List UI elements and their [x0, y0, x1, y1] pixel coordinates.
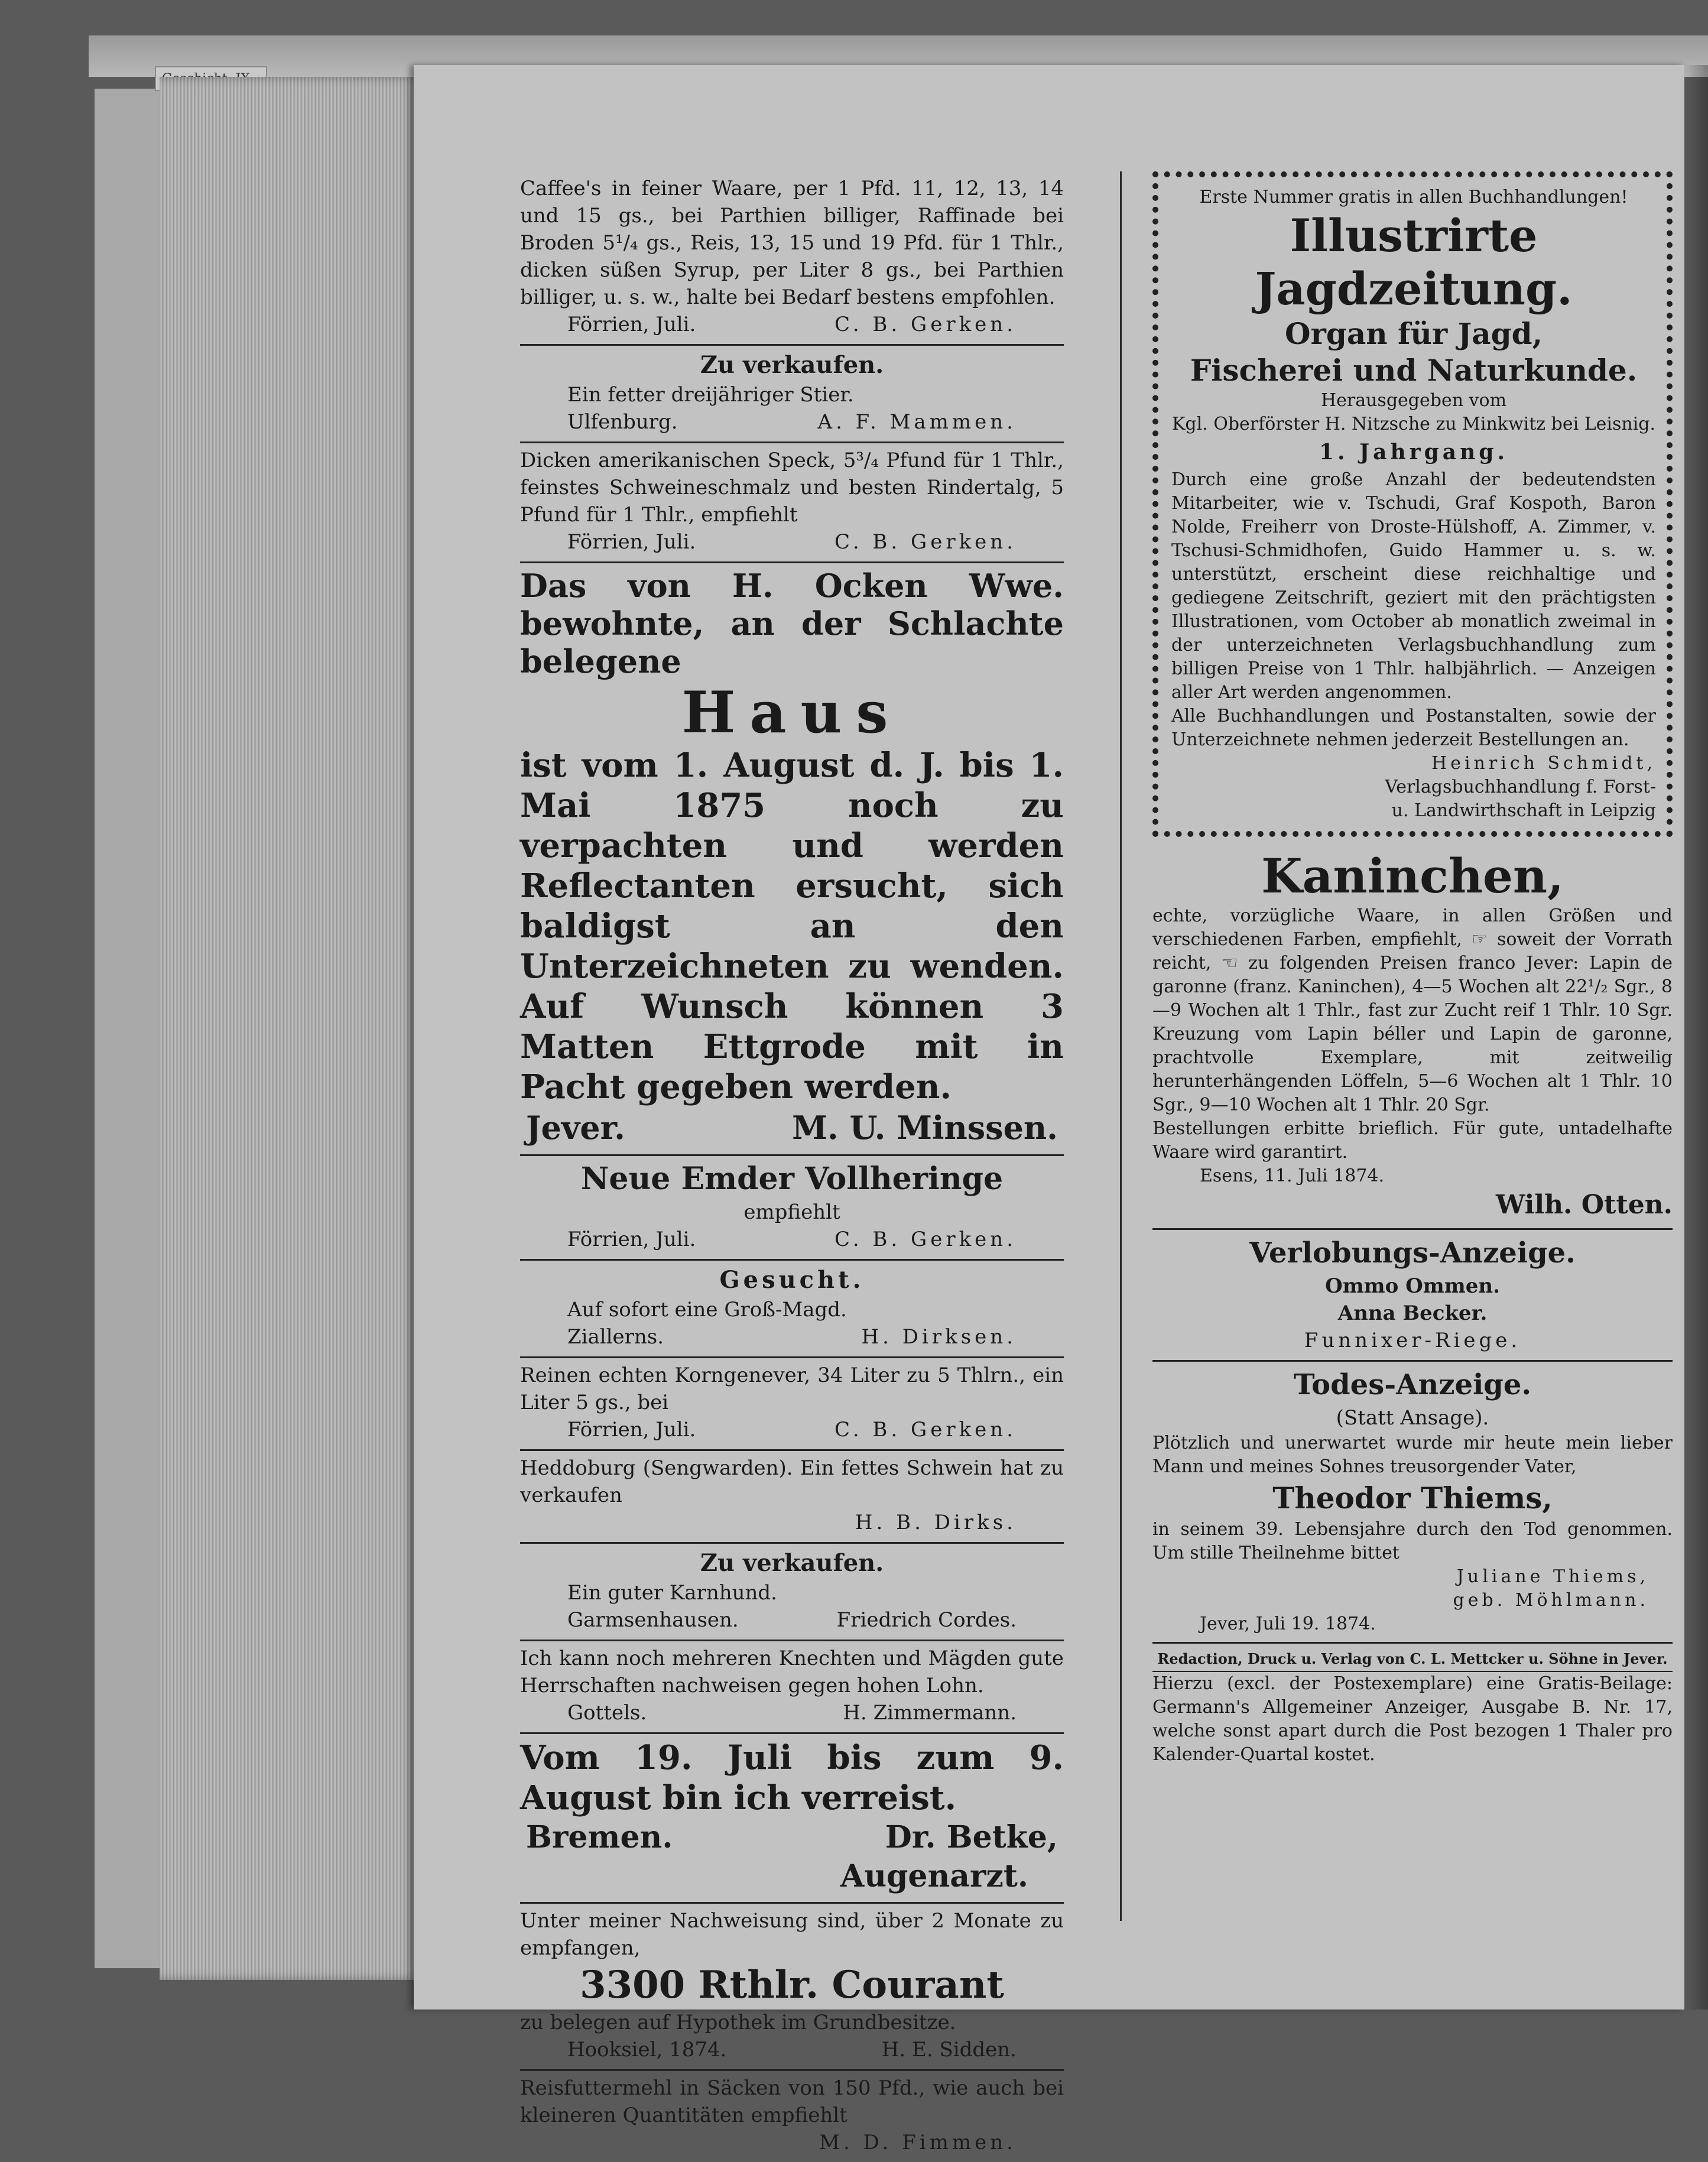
ad-title: Illustrirte Jagdzeitung.	[1255, 209, 1573, 315]
ad-text: Reisfuttermehl in Säcken von 150 Pfd., wie auch bei kleineren Quantitäten empfiehlt	[520, 2076, 1064, 2127]
ad-editor: Kgl. Oberförster H. Nitzsche zu Minkwitz bei Leisnig.	[1171, 414, 1656, 434]
ad-name: Anna Becker.	[1337, 1301, 1488, 1325]
ad-place: Gottels.	[567, 1701, 647, 1725]
ad-knechte	[520, 1641, 1064, 1734]
ad-body: Alle Buchhandlungen und Postanstalten, sowie der Unterzeichnete nehmen jederzeit Bestellungen an.	[1171, 706, 1656, 750]
column-divider	[1120, 171, 1122, 1921]
ad-subtitle: Organ für Jagd,	[1284, 316, 1543, 351]
ad-heading: Verlobungs-Anzeige.	[1249, 1236, 1576, 1270]
ad-text: Das von H. Ocken Wwe. bewohnte, an der Schlachte belegene	[520, 567, 1064, 680]
ad-signature: Dr. Betke,	[885, 1819, 1058, 1855]
ad-subtitle: Fischerei und Naturkunde.	[1190, 353, 1638, 388]
ad-heading: Gesucht.	[719, 1266, 865, 1294]
ad-text: Unter meiner Nachweisung sind, über 2 Monate zu empfangen,	[520, 1909, 1064, 1960]
ad-headline-haus: Haus	[681, 679, 902, 746]
left-column	[520, 171, 1064, 2162]
ad-deceased-name: Theodor Thiems,	[1272, 1481, 1553, 1515]
ad-schwein	[520, 1451, 1064, 1544]
ad-gesucht	[520, 1261, 1064, 1358]
ad-subheading: (Statt Ansage).	[1336, 1406, 1489, 1430]
ad-signature: C. B. Gerken.	[834, 1228, 1017, 1251]
ad-place: Ziallerns.	[567, 1325, 664, 1349]
ad-heading: Todes-Anzeige.	[1293, 1368, 1532, 1401]
ad-jagdzeitung	[1152, 171, 1673, 837]
ad-text: Ein guter Karnhund.	[567, 1581, 777, 1605]
imprint	[1152, 1644, 1673, 1773]
book-spine	[95, 89, 165, 1968]
ad-place: Garmsenhausen.	[567, 1608, 739, 1632]
ad-signature: H. Dirksen.	[861, 1325, 1017, 1349]
ad-place: Bremen.	[526, 1819, 673, 1855]
ad-signature: M. D. Fimmen.	[819, 2131, 1017, 2154]
ad-signature: Verlagsbuchhandlung f. Forst-	[1385, 777, 1656, 797]
ad-text: ist vom 1. August d. J. bis 1. Mai 1875 noch zu verpachten und werden Reflectanten ersucht, sich baldigst an den Unterzeichneten zu wenden. Auf Wunsch können 3 Matten Ettgrode mit in Pacht gegeben werden.	[520, 746, 1064, 1106]
ad-signature: Juliane Thiems,	[1456, 1566, 1649, 1587]
ad-korn	[520, 1358, 1064, 1451]
ad-place: Jever.	[526, 1109, 625, 1147]
newspaper-page	[414, 65, 1684, 2154]
ad-year: 1. Jahrgang.	[1319, 440, 1508, 465]
ad-todes	[1152, 1362, 1673, 1644]
ad-signature: C. B. Gerken.	[834, 313, 1017, 336]
ad-signature: M. U. Minssen.	[792, 1109, 1058, 1147]
ad-verkaufen-hund	[520, 1544, 1064, 1641]
ad-heading: Zu verkaufen.	[700, 1549, 884, 1577]
ad-title: Augenarzt.	[840, 1858, 1028, 1894]
ad-heading: Neue Emder Vollheringe	[580, 1161, 1004, 1197]
ad-editor: Herausgegeben vom	[1320, 390, 1507, 411]
ad-verlobung	[1152, 1230, 1673, 1362]
ad-signature: geb. Möhlmann.	[1453, 1590, 1649, 1611]
ad-date: Jever, Juli 19. 1874.	[1200, 1614, 1376, 1634]
right-column	[1152, 171, 1673, 1773]
ad-text: Heddoburg (Sengwarden). Ein fettes Schwein hat zu verkaufen	[520, 1456, 1064, 1507]
ad-heading: Kaninchen,	[1261, 848, 1564, 904]
ad-place: Funnixer-Riege.	[1304, 1329, 1521, 1352]
ad-place: Förrien, Juli.	[567, 1228, 696, 1251]
ad-text: Reinen echten Korngenever, 34 Liter zu 5 Thlrn., ein Liter 5 gs., bei	[520, 1364, 1064, 1414]
page-stack	[160, 77, 420, 1980]
ad-text: Caffee's in feiner Waare, per 1 Pfd. 11, 12, 13, 14 und 15 gs., bei Parthien billiger, Raffinade bei Broden 5¹/₄ gs., Reis, 13, 15 und 19 Pfd. für 1 Thlr., dicken süßen Syrup, per Liter 8 gs., bei Parthien billiger, u. s. w., halte bei Bedarf bestens empfohlen.	[520, 177, 1064, 309]
imprint-text: Hierzu (excl. der Postexemplare) eine Gratis-Beilage: Germann's Allgemeiner Anzeiger, Ausgabe B. Nr. 17, welche sonst apart durch die Post bezogen 1 Thaler pro Kalender-Quartal kostet.	[1152, 1673, 1673, 1765]
ad-signature: Friedrich Cordes.	[836, 1608, 1017, 1632]
ad-place: Förrien, Juli.	[567, 313, 696, 336]
ad-text: Bestellungen erbitte brieflich. Für gute, untadelhafte Waare wird garantirt.	[1152, 1118, 1673, 1163]
ad-kaninchen	[1152, 844, 1673, 1230]
ad-signature: A. F. Mammen.	[817, 410, 1017, 434]
ad-haus	[520, 563, 1064, 1156]
ad-heringe	[520, 1156, 1064, 1261]
ad-place: Ulfenburg.	[567, 410, 678, 434]
ad-signature: Wilh. Otten.	[1496, 1190, 1673, 1220]
ad-text: zu belegen auf Hypothek im Grundbesitze.	[520, 2011, 956, 2034]
ad-notice: Erste Nummer gratis in allen Buchhandlungen!	[1199, 187, 1628, 207]
ad-heading: Zu verkaufen.	[700, 351, 884, 379]
ad-text: Dicken amerikanischen Speck, 5³/₄ Pfund für 1 Thlr., feinstes Schweineschmalz und besten Rindertalg, 5 Pfund für 1 Thlr., empfiehlt	[520, 449, 1064, 527]
ad-body: Durch eine große Anzahl der bedeutendsten Mitarbeiter, wie v. Tschudi, Graf Kospoth, Baron Nolde, Freiherr von Droste-Hülshoff, A. Zimmer, v. Tschusi-Schmidhofen, Guido Hammer u. s. w. unterstützt, erscheint diese reichhaltige und gediegene Zeitschrift, geziert mit den prächtigsten Illustrationen, vom October ab monatlich zweimal in der unterzeichneten Verlagsbuchhandlung zum billigen Preise von 1 Thlr. halbjährlich. — Anzeigen aller Art werden angenommen.	[1171, 469, 1656, 703]
ad-speck	[520, 443, 1064, 563]
ad-signature: H. Zimmermann.	[843, 1701, 1017, 1725]
ad-signature: Heinrich Schmidt,	[1431, 753, 1656, 774]
ad-text: Ein fetter dreijähriger Stier.	[567, 383, 854, 407]
ad-place: Förrien, Juli.	[567, 1418, 696, 1442]
ad-text: echte, vorzügliche Waare, in allen Größen und verschiedenen Farben, empfiehlt, ☞ soweit der Vorrath reicht, ☜ zu folgenden Preisen franco Jever: Lapin de garonne (franz. Kaninchen), 4—5 Wochen alt 22¹/₂ Sgr., 8—9 Wochen alt 1 Thlr., fast zur Zucht reif 1 Thlr. 10 Sgr. Kreuzung vom Lapin béller und Lapin de garonne, prachtvolle Exemplare, mit zeitweilig herunterhängenden Löffeln, 5—6 Wochen alt 1 Thlr. 10 Sgr., 9—10 Wochen alt 1 Thlr. 20 Sgr.	[1152, 905, 1673, 1115]
ad-text: in seinem 39. Lebensjahre durch den Tod genommen. Um stille Theilnehme bittet	[1152, 1519, 1673, 1563]
ad-text: Plötzlich und unerwartet wurde mir heute mein lieber Mann und meines Sohnes treusorgender Vater,	[1152, 1433, 1673, 1477]
ad-signature: H. E. Sidden.	[881, 2038, 1017, 2062]
ad-signature: H. B. Dirks.	[855, 1511, 1017, 1534]
imprint-line: Redaction, Druck u. Verlag von C. L. Mettcker u. Söhne in Jever.	[1152, 1647, 1673, 1672]
ad-signature: u. Landwirthschaft in Leipzig	[1391, 800, 1656, 821]
ad-reis	[520, 2071, 1064, 2162]
ad-amount: 3300 Rthlr. Courant	[580, 1963, 1004, 2007]
ad-signature: C. B. Gerken.	[834, 1418, 1017, 1442]
ad-date: Esens, 11. Juli 1874.	[1200, 1166, 1385, 1186]
ad-courant	[520, 1904, 1064, 2071]
ad-place: Förrien, Juli.	[567, 530, 696, 554]
ad-place: Hooksiel, 1874.	[567, 2038, 727, 2062]
ad-text: Ich kann noch mehreren Knechten und Mägden gute Herrschaften nachweisen gegen hohen Lohn.	[520, 1647, 1064, 1697]
ad-text: Auf sofort eine Groß-Magd.	[567, 1298, 847, 1322]
ad-text: Vom 19. Juli bis zum 9. August bin ich verreist.	[520, 1738, 1064, 1817]
ad-signature: C. B. Gerken.	[834, 530, 1017, 554]
ad-caffee	[520, 171, 1064, 346]
page-shadow	[1684, 65, 1708, 2010]
ad-verkaufen-stier	[520, 346, 1064, 443]
ad-name: Ommo Ommen.	[1325, 1274, 1500, 1298]
ad-verreist	[520, 1734, 1064, 1904]
ad-subtext: empfiehlt	[743, 1200, 840, 1224]
